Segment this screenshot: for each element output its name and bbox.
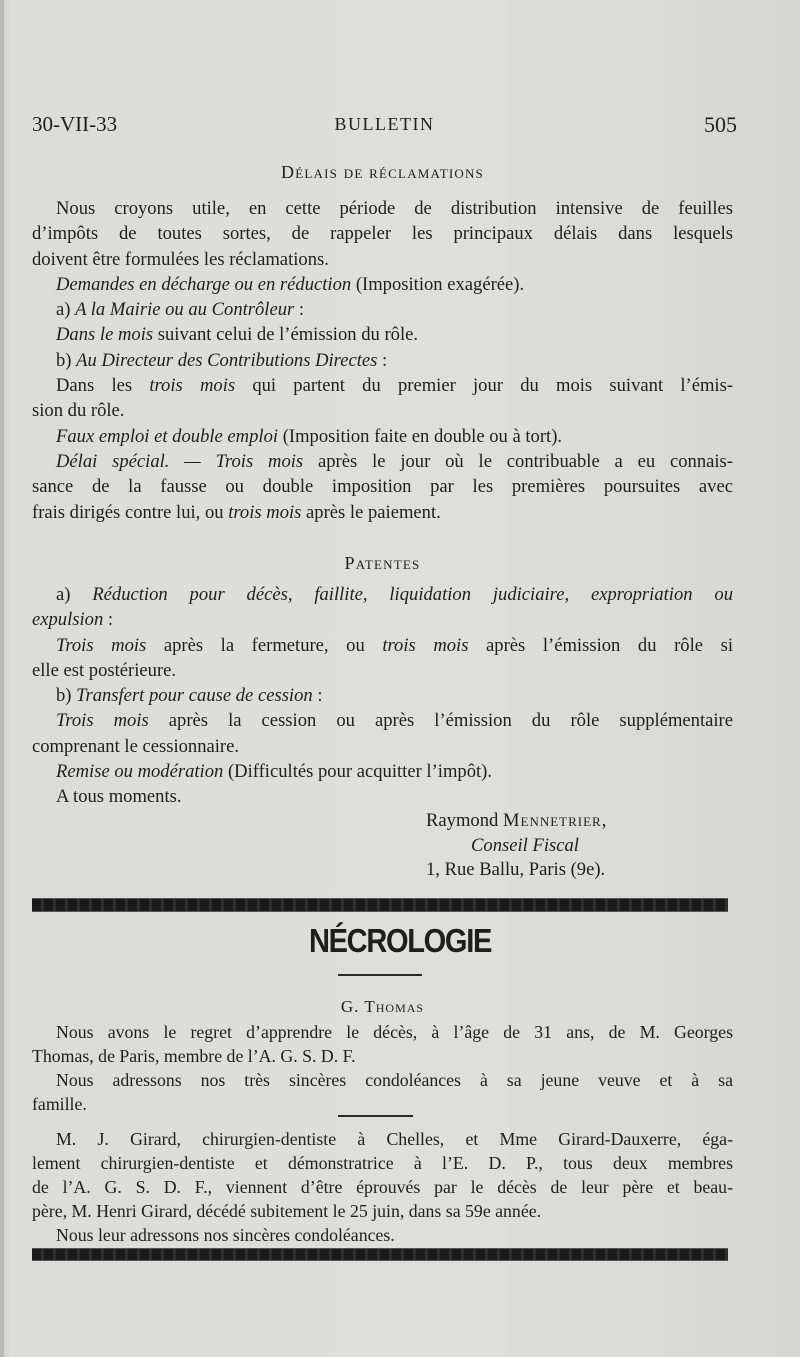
patentes-p1-line-1 <box>32 633 733 658</box>
patentes-a-line-2 <box>32 607 733 632</box>
special-text-1: après le jour où le contribuable a eu connais- <box>303 450 733 472</box>
patentes-a-suffix: : <box>103 609 114 631</box>
necro-p3-line-1: M. J. Girard, chirurgien-dentiste à Chelles, et Mme Girard-Dauxerre, éga- <box>56 1129 733 1149</box>
intro-line-1: Nous croyons utile, en cette période de distribution intensive de feuilles <box>56 198 733 219</box>
running-header <box>32 112 737 142</box>
trois1-post: qui partent du premier jour du mois suivant l’émis- <box>235 375 733 397</box>
dans-label: Dans le mois <box>56 324 154 346</box>
necro-p1-line-1: Nous avons le regret d’apprendre le décès, à l’âge de 31 ans, de M. Georges <box>56 1022 733 1042</box>
remise-text: (Difficultés pour acquitter l’impôt). <box>223 761 493 783</box>
patentes-b-suffix: : <box>312 685 323 707</box>
necrologie-title: NÉCROLOGIE <box>308 922 492 959</box>
header-date: 30-VII-33 <box>32 112 118 136</box>
necro-p2-line-1: Nous adressons nos très sincères condoléances à sa jeune veuve et à sa <box>56 1070 733 1090</box>
necro-p3-line-2: lement chirurgien-dentiste et démonstratrice à l’E. D. P., tous deux membres <box>32 1153 733 1173</box>
signature-last-name: Mennetrier, <box>502 810 608 831</box>
patentes-a-prefix: a) <box>56 584 93 605</box>
item-a-prefix: a) <box>56 299 76 321</box>
faux-label: Faux emploi et double emploi <box>56 425 279 447</box>
patentes-p1-line-2: elle est postérieure. <box>32 659 177 681</box>
special-line-3 <box>32 500 733 525</box>
p1-c: trois mois <box>382 634 469 656</box>
header-title: BULLETIN <box>334 114 435 134</box>
remise-line <box>32 759 733 784</box>
special-text-3a: frais dirigés contre lui, ou <box>32 501 229 523</box>
paragraph-divider <box>338 1115 413 1117</box>
title-underline <box>338 974 422 976</box>
page-edge <box>0 0 4 1357</box>
signature-name <box>426 810 607 832</box>
p1-a: Trois mois <box>56 634 147 656</box>
remise-label: Remise ou modération <box>56 761 224 783</box>
item-a-line <box>32 297 733 322</box>
p2-b: après la cession ou après l’émission du rôle supplémentaire <box>148 710 733 732</box>
faux-emploi-line <box>32 424 733 449</box>
demandes-text: (Imposition exagérée). <box>351 273 525 295</box>
patentes-body <box>32 582 733 810</box>
necro-p3-line-5: Nous leur adressons nos sincères condoléances. <box>56 1225 395 1245</box>
tous-moments-line: A tous moments. <box>56 786 182 808</box>
special-text-3b: trois mois <box>228 501 302 523</box>
p1-d: après l’émission du rôle si <box>468 634 733 656</box>
necro-p2-line-2: famille. <box>32 1094 87 1114</box>
divider-rule-top <box>32 898 728 912</box>
special-text-3c: après le paiement. <box>301 501 441 523</box>
necro-p3-line-3: de l’A. G. S. D. F., viennent d’être éprouvés par le décès de leur père et beau- <box>32 1177 733 1197</box>
demandes-label: Demandes en décharge ou en réduction <box>56 273 352 295</box>
signature-role: Conseil Fiscal <box>471 835 579 856</box>
item-b-line <box>32 348 733 373</box>
patentes-b-label: Transfert pour cause de cession <box>76 685 313 707</box>
item-b-suffix: : <box>377 349 388 371</box>
trois1-label: trois mois <box>149 375 236 397</box>
dans-le-mois-line <box>32 322 733 347</box>
demandes-line <box>32 272 733 297</box>
p2-a: Trois mois <box>56 710 149 732</box>
trois-mois-line-1 <box>32 373 733 398</box>
patentes-p2-line-1 <box>32 708 733 733</box>
dans-text: suivant celui de l’émission du rôle. <box>153 324 419 346</box>
patentes-a-label-1: Réduction pour décès, faillite, liquidation judiciaire, expropriation ou <box>92 584 733 605</box>
faux-text: (Imposition faite en double ou à tort). <box>278 425 563 447</box>
patentes-p2-line-2: comprenant le cessionnaire. <box>32 735 240 757</box>
trois-mois-line-2: sion du rôle. <box>32 400 125 422</box>
item-b-prefix: b) <box>56 349 77 371</box>
patentes-a-label-2: expulsion <box>32 609 104 631</box>
signature-first-name: Raymond <box>426 810 503 831</box>
item-a-suffix: : <box>294 299 305 321</box>
special-line-1 <box>32 449 733 474</box>
section-title-delais: Délais de réclamations <box>281 162 484 182</box>
delais-body <box>32 196 733 525</box>
divider-rule-bottom <box>32 1248 728 1261</box>
trois1-pre: Dans les <box>56 375 150 397</box>
necro-subtitle: G. Thomas <box>340 997 425 1016</box>
section-title-patentes: Patentes <box>344 553 421 573</box>
patentes-b-line <box>32 683 733 708</box>
necro-p3-line-4: père, M. Henri Girard, décédé subitement le 25 juin, dans sa 59e année. <box>32 1201 542 1221</box>
special-line-2: sance de la fausse ou double imposition par les premières poursuites avec <box>32 476 733 498</box>
special-label: Délai spécial. — Trois mois <box>56 450 304 472</box>
p1-b: après la fermeture, ou <box>146 634 383 656</box>
item-b-label: Au Directeur des Contributions Directes <box>76 349 378 371</box>
intro-line-3: doivent être formulées les réclamations. <box>32 248 329 270</box>
necro-body-1 <box>32 1020 733 1116</box>
page-number: 505 <box>704 112 737 137</box>
signature-address: 1, Rue Ballu, Paris (9e). <box>426 859 606 880</box>
item-a-label: A la Mairie ou au Contrôleur <box>75 299 295 321</box>
intro-line-2: d’impôts de toutes sortes, de rappeler les principaux délais dans lesquels <box>32 223 733 245</box>
necro-body-2 <box>32 1127 733 1247</box>
patentes-a-line-1 <box>32 582 733 607</box>
patentes-b-prefix: b) <box>56 685 77 707</box>
necro-p1-line-2: Thomas, de Paris, membre de l’A. G. S. D. F. <box>32 1046 356 1066</box>
